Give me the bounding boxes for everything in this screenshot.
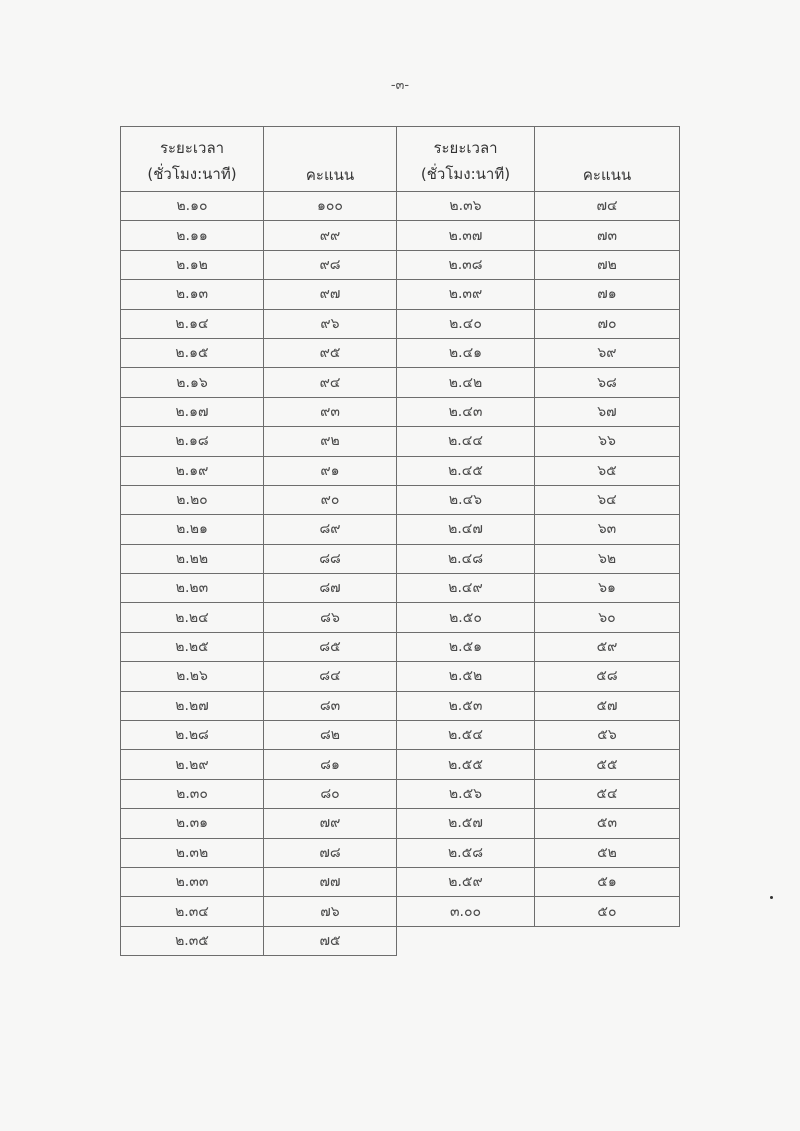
score-cell: ๙๓	[264, 397, 397, 426]
time-cell: ๒.๔๕	[397, 456, 535, 485]
time-cell: ๒.๔๐	[397, 309, 535, 338]
table-row	[121, 221, 397, 250]
table-row	[121, 368, 397, 397]
score-column-header: คะแนน	[535, 127, 680, 192]
time-header-line1: ระยะเวลา	[159, 139, 225, 157]
table-row	[397, 338, 680, 367]
table-row	[397, 867, 680, 896]
score-cell: ๗๐	[535, 309, 680, 338]
score-cell: ๗๕	[264, 926, 397, 955]
time-cell: ๒.๒๑	[121, 515, 264, 544]
time-cell: ๒.๔๔	[397, 427, 535, 456]
time-cell: ๒.๓๑	[121, 809, 264, 838]
table-row	[121, 809, 397, 838]
time-cell: ๒.๒๘	[121, 721, 264, 750]
score-cell: ๘๒	[264, 721, 397, 750]
time-header-line2: (ชั่วโมง:นาที)	[420, 165, 511, 183]
time-cell: ๒.๔๘	[397, 544, 535, 573]
time-cell: ๒.๒๒	[121, 544, 264, 573]
time-cell: ๒.๕๕	[397, 750, 535, 779]
score-cell: ๖๑	[535, 574, 680, 603]
time-cell: ๒.๔๖	[397, 485, 535, 514]
score-cell: ๙๒	[264, 427, 397, 456]
table-row	[121, 250, 397, 279]
score-cell: ๗๖	[264, 897, 397, 926]
time-column-header	[397, 127, 535, 192]
table-row	[121, 603, 397, 632]
table-row	[121, 456, 397, 485]
table-row	[121, 280, 397, 309]
score-cell: ๘๔	[264, 662, 397, 691]
time-cell: ๒.๒๖	[121, 662, 264, 691]
table-row	[397, 809, 680, 838]
score-cell: ๖๐	[535, 603, 680, 632]
score-cell: ๙๐	[264, 485, 397, 514]
header-row	[121, 127, 397, 192]
score-cell: ๘๕	[264, 632, 397, 661]
time-header-line2: (ชั่วโมง:นาที)	[147, 165, 237, 183]
time-cell: ๒.๓๖	[397, 192, 535, 221]
time-cell: ๒.๑๙	[121, 456, 264, 485]
time-cell: ๒.๒๕	[121, 632, 264, 661]
score-cell: ๖๕	[535, 456, 680, 485]
score-cell: ๖๘	[535, 368, 680, 397]
score-cell: ๙๖	[264, 309, 397, 338]
time-cell: ๒.๔๑	[397, 338, 535, 367]
score-cell: ๕๒	[535, 838, 680, 867]
score-cell: ๕๕	[535, 750, 680, 779]
score-cell: ๗๗	[264, 867, 397, 896]
table-row	[121, 750, 397, 779]
time-cell: ๒.๓๔	[121, 897, 264, 926]
table-row	[397, 897, 680, 926]
score-cell: ๖๙	[535, 338, 680, 367]
score-cell: ๙๙	[264, 221, 397, 250]
table-row	[397, 721, 680, 750]
table-row	[397, 662, 680, 691]
table-row	[121, 926, 397, 955]
time-cell: ๒.๓๓	[121, 867, 264, 896]
time-cell: ๒.๔๓	[397, 397, 535, 426]
table-row	[397, 603, 680, 632]
score-cell: ๕๔	[535, 779, 680, 808]
time-cell: ๓.๐๐	[397, 897, 535, 926]
score-cell: ๕๐	[535, 897, 680, 926]
score-cell: ๕๘	[535, 662, 680, 691]
score-cell: ๗๑	[535, 280, 680, 309]
table-row	[397, 427, 680, 456]
time-cell: ๒.๔๗	[397, 515, 535, 544]
table-row	[397, 309, 680, 338]
score-cell: ๘๐	[264, 779, 397, 808]
table-row	[121, 574, 397, 603]
table-row	[121, 838, 397, 867]
table-row	[121, 192, 397, 221]
score-cell: ๗๙	[264, 809, 397, 838]
score-cell: ๕๙	[535, 632, 680, 661]
time-column-header	[121, 127, 264, 192]
table-row	[397, 192, 680, 221]
time-cell: ๒.๒๓	[121, 574, 264, 603]
score-cell: ๘๙	[264, 515, 397, 544]
table-row	[397, 574, 680, 603]
time-cell: ๒.๓๒	[121, 838, 264, 867]
score-cell: ๘๑	[264, 750, 397, 779]
table-row	[397, 280, 680, 309]
table-row	[121, 721, 397, 750]
score-cell: ๘๘	[264, 544, 397, 573]
score-cell: ๗๔	[535, 192, 680, 221]
time-cell: ๒.๑๑	[121, 221, 264, 250]
table-row	[121, 485, 397, 514]
table-row	[397, 397, 680, 426]
table-row	[397, 515, 680, 544]
score-cell: ๘๗	[264, 574, 397, 603]
score-cell: ๖๗	[535, 397, 680, 426]
score-cell: ๗๒	[535, 250, 680, 279]
score-cell: ๙๘	[264, 250, 397, 279]
score-cell: ๗๘	[264, 838, 397, 867]
table-row	[121, 515, 397, 544]
score-table-right	[396, 126, 680, 927]
time-cell: ๒.๑๒	[121, 250, 264, 279]
time-cell: ๒.๒๐	[121, 485, 264, 514]
table-row	[397, 691, 680, 720]
table-row	[397, 750, 680, 779]
table-row	[121, 867, 397, 896]
time-cell: ๒.๑๖	[121, 368, 264, 397]
score-cell: ๕๖	[535, 721, 680, 750]
time-cell: ๒.๓๗	[397, 221, 535, 250]
time-cell: ๒.๕๗	[397, 809, 535, 838]
table-row	[121, 691, 397, 720]
time-cell: ๒.๑๗	[121, 397, 264, 426]
time-cell: ๒.๑๘	[121, 427, 264, 456]
time-cell: ๒.๒๙	[121, 750, 264, 779]
score-cell: ๕๗	[535, 691, 680, 720]
time-cell: ๒.๓๙	[397, 280, 535, 309]
time-cell: ๒.๕๓	[397, 691, 535, 720]
time-cell: ๒.๓๐	[121, 779, 264, 808]
table-row	[397, 838, 680, 867]
stray-mark	[770, 896, 773, 899]
time-cell: ๒.๕๘	[397, 838, 535, 867]
page-number: -๓-	[390, 78, 410, 93]
time-cell: ๒.๒๔	[121, 603, 264, 632]
time-cell: ๒.๕๒	[397, 662, 535, 691]
score-cell: ๖๓	[535, 515, 680, 544]
table-row	[121, 397, 397, 426]
time-cell: ๒.๕๑	[397, 632, 535, 661]
header-row	[397, 127, 680, 192]
score-cell: ๙๔	[264, 368, 397, 397]
time-cell: ๒.๓๕	[121, 926, 264, 955]
time-cell: ๒.๓๘	[397, 250, 535, 279]
table-row	[121, 427, 397, 456]
table-row	[397, 779, 680, 808]
table-row	[397, 250, 680, 279]
table-row	[121, 338, 397, 367]
score-cell: ๙๕	[264, 338, 397, 367]
score-cell: ๑๐๐	[264, 192, 397, 221]
time-cell: ๒.๑๔	[121, 309, 264, 338]
time-cell: ๒.๑๕	[121, 338, 264, 367]
table-row	[121, 779, 397, 808]
score-cell: ๖๖	[535, 427, 680, 456]
table-row	[397, 221, 680, 250]
time-cell: ๒.๒๗	[121, 691, 264, 720]
score-cell: ๗๓	[535, 221, 680, 250]
time-cell: ๒.๕๔	[397, 721, 535, 750]
time-cell: ๒.๕๙	[397, 867, 535, 896]
score-cell: ๖๔	[535, 485, 680, 514]
time-cell: ๒.๔๙	[397, 574, 535, 603]
score-cell: ๘๓	[264, 691, 397, 720]
time-cell: ๒.๕๐	[397, 603, 535, 632]
table-row	[121, 544, 397, 573]
table-row	[121, 309, 397, 338]
table-row	[397, 456, 680, 485]
table-row	[397, 632, 680, 661]
time-cell: ๒.๑๐	[121, 192, 264, 221]
score-cell: ๘๖	[264, 603, 397, 632]
score-column-header: คะแนน	[264, 127, 397, 192]
time-cell: ๒.๕๖	[397, 779, 535, 808]
table-row	[121, 662, 397, 691]
table-row	[121, 632, 397, 661]
time-cell: ๒.๑๓	[121, 280, 264, 309]
score-cell: ๖๒	[535, 544, 680, 573]
table-row	[397, 368, 680, 397]
table-row	[397, 544, 680, 573]
time-header-line1: ระยะเวลา	[433, 139, 498, 157]
score-cell: ๙๑	[264, 456, 397, 485]
score-cell: ๕๑	[535, 867, 680, 896]
table-row	[397, 485, 680, 514]
score-table-left	[120, 126, 397, 956]
score-cell: ๙๗	[264, 280, 397, 309]
time-cell: ๒.๔๒	[397, 368, 535, 397]
score-cell: ๕๓	[535, 809, 680, 838]
table-row	[121, 897, 397, 926]
